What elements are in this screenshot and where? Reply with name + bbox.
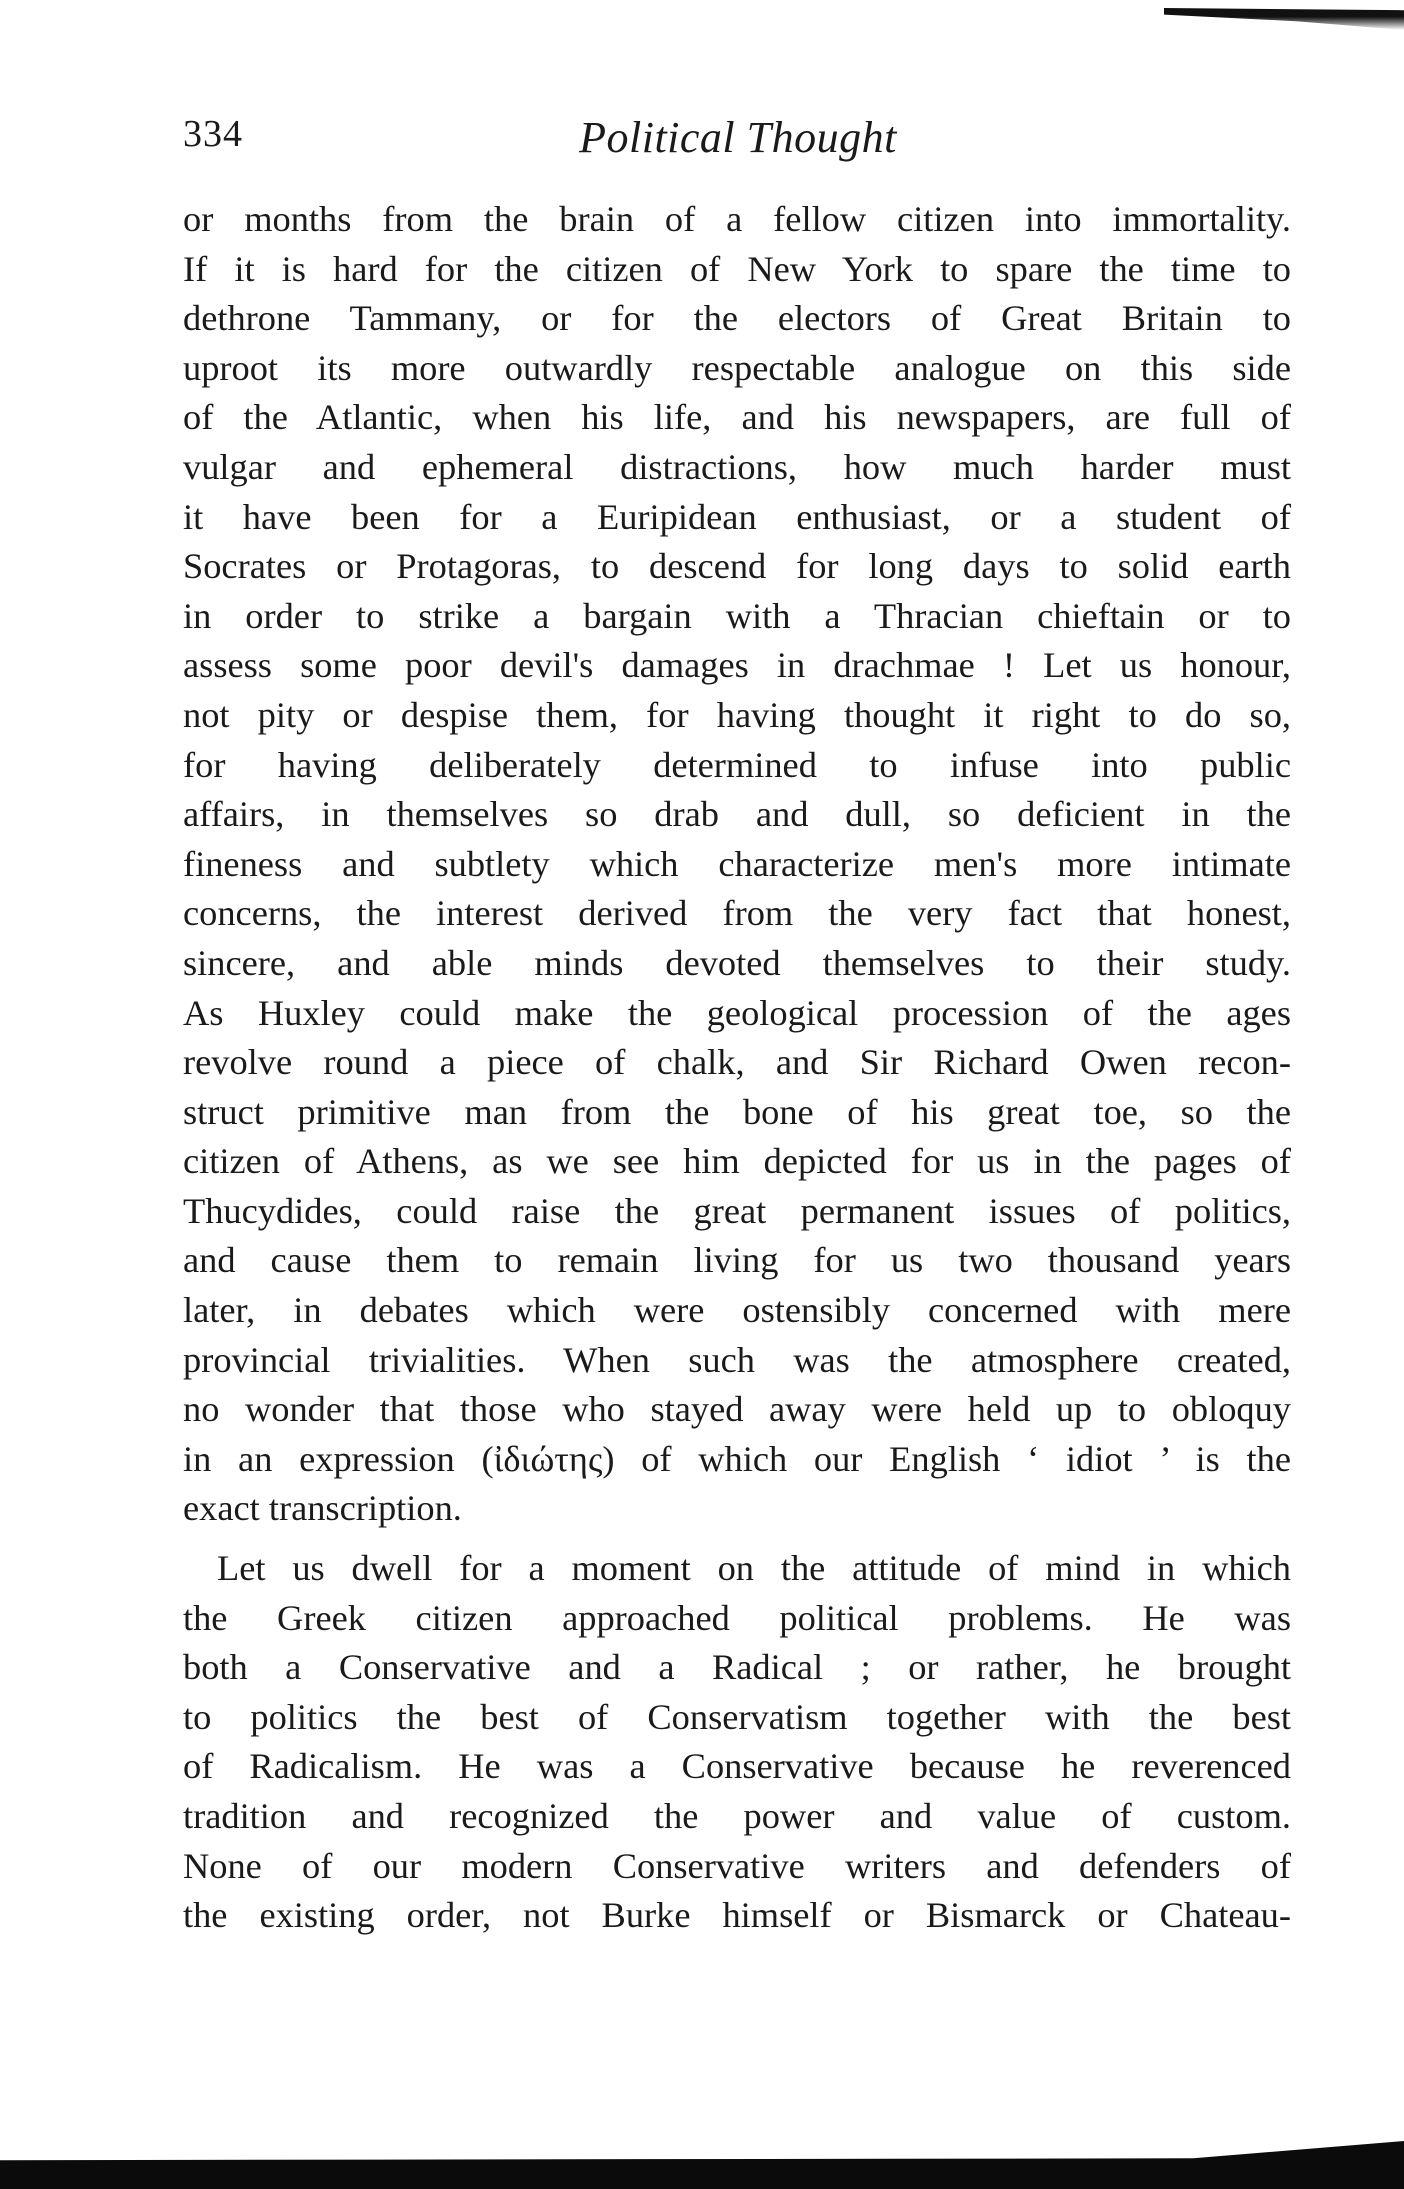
paragraph [183, 1544, 1291, 1941]
page-number: 334 [183, 113, 243, 155]
text-line: not pity or despise them, for having thought it right to do so, [183, 694, 1291, 735]
page-header [183, 112, 1293, 172]
text-line: or months from the brain of a fellow citizen into immortality. [183, 199, 1291, 239]
text-line: vulgar and ephemeral distractions, how much harder must [183, 446, 1291, 487]
text-line: fineness and subtlety which characterize men's more intimate [183, 843, 1291, 884]
text-line: in order to strike a bargain with a Thracian chieftain or to [183, 595, 1291, 636]
text-line: the existing order, not Burke himself or Bismarck or Chateau- [183, 1895, 1291, 1936]
text-line: the Greek citizen approached political problems. He was [183, 1597, 1291, 1638]
text-line: of the Atlantic, when his life, and his newspapers, are full of [183, 397, 1291, 438]
text-line: Let us dwell for a moment on the attitude of mind in which [217, 1548, 1291, 1589]
text-line: Thucydides, could raise the great permanent issues of politics, [183, 1190, 1291, 1231]
text-line: uproot its more outwardly respectable analogue on this side [183, 347, 1291, 388]
scan-edge-shadow-top [1164, 8, 1404, 30]
text-line: assess some poor devil's damages in drachmae ! Let us honour, [183, 645, 1291, 686]
text-line: None of our modern Conservative writers and defenders of [183, 1845, 1291, 1886]
text-line: in an expression (ἰδιώτης) of which our English ‘ idiot ’ is the [183, 1438, 1291, 1479]
paragraph-gap [183, 1534, 1291, 1544]
text-line: struct primitive man from the bone of his great toe, so the [183, 1091, 1291, 1132]
running-title: Political Thought [579, 113, 897, 162]
text-line: concerns, the interest derived from the very fact that honest, [183, 893, 1291, 934]
text-line: As Huxley could make the geological procession of the ages [183, 992, 1291, 1033]
text-line: revolve round a piece of chalk, and Sir Richard Owen recon- [183, 1042, 1291, 1083]
text-line: tradition and recognized the power and value of custom. [183, 1796, 1291, 1836]
text-line: later, in debates which were ostensibly concerned with mere [183, 1290, 1291, 1331]
text-line: no wonder that those who stayed away were held up to obloquy [183, 1389, 1291, 1430]
text-line: of Radicalism. He was a Conservative because he reverenced [183, 1746, 1291, 1787]
body-text [183, 195, 1291, 1941]
text-line: provincial trivialities. When such was the atmosphere created, [183, 1339, 1291, 1380]
text-line: affairs, in themselves so drab and dull, so deficient in the [183, 794, 1291, 835]
scan-edge-shadow-bottom [0, 2141, 1404, 2189]
paragraph [183, 195, 1291, 1534]
text-line: to politics the best of Conservatism together with the best [183, 1696, 1291, 1737]
text-line: both a Conservative and a Radical ; or rather, he brought [183, 1647, 1291, 1688]
text-line: dethrone Tammany, or for the electors of Great Britain to [183, 298, 1291, 339]
text-line: citizen of Athens, as we see him depicted for us in the pages of [183, 1141, 1291, 1182]
text-line: it have been for a Euripidean enthusiast, or a student of [183, 496, 1291, 537]
text-line: If it is hard for the citizen of New York to spare the time to [183, 248, 1291, 289]
text-line: for having deliberately determined to infuse into public [183, 744, 1291, 785]
text-line: exact transcription. [183, 1488, 462, 1529]
text-line: and cause them to remain living for us two thousand years [183, 1240, 1291, 1281]
text-line: Socrates or Protagoras, to descend for long days to solid earth [183, 546, 1291, 587]
text-line: sincere, and able minds devoted themselves to their study. [183, 942, 1291, 983]
